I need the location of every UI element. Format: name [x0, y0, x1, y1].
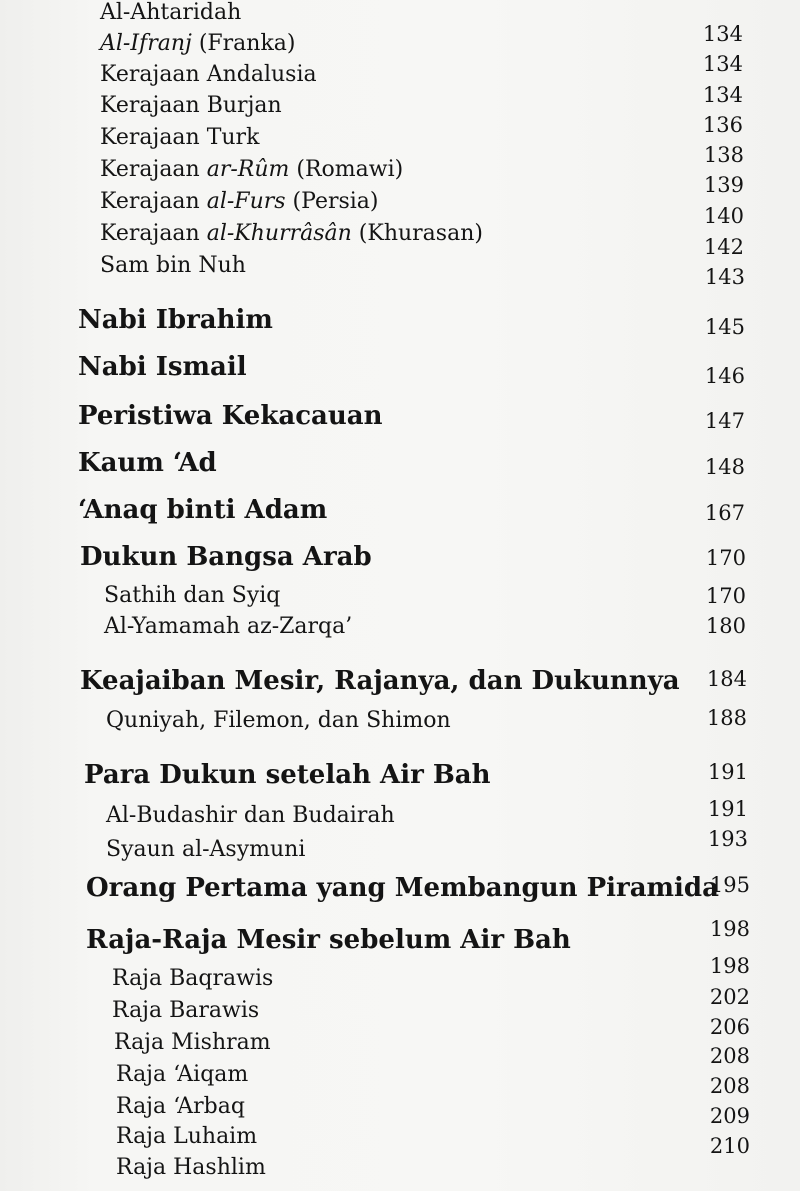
toc-entry-kerajaan-turk: Kerajaan Turk — [100, 125, 260, 150]
toc-entry-kerajaan-al-khurrasan: Kerajaan al-Khurrâsân (Khurasan) — [100, 221, 483, 246]
page-number: 198 — [709, 954, 750, 978]
page-number: 202 — [709, 985, 750, 1009]
page-number: 140 — [703, 204, 744, 228]
toc-entry-al-yamamah: Al-Yamamah az-Zarqa’ — [104, 614, 353, 639]
page-number: 195 — [709, 873, 750, 897]
toc-heading-kaum-ad: Kaum ‘Ad — [78, 448, 217, 478]
page-number: 210 — [709, 1134, 750, 1158]
toc-entry-kerajaan-al-furs: Kerajaan al-Furs (Persia) — [100, 189, 379, 214]
page-number: 136 — [702, 113, 743, 137]
page-number: 188 — [706, 706, 747, 730]
toc-heading-peristiwa-kekacauan: Peristiwa Kekacauan — [78, 401, 383, 431]
page-number: 191 — [707, 797, 748, 821]
toc-entry-kerajaan-ar-rum: Kerajaan ar-Rûm (Romawi) — [100, 157, 404, 182]
toc-entry-al-ifranj: Al-Ifranj (Franka) — [100, 31, 296, 56]
toc-heading-raja-raja-mesir: Raja-Raja Mesir sebelum Air Bah — [86, 925, 571, 955]
toc-entry-raja-barawis: Raja Barawis — [112, 998, 260, 1023]
toc-entry-kerajaan-andalusia: Kerajaan Andalusia — [100, 62, 317, 87]
page-number: 170 — [705, 584, 746, 608]
page-number: 193 — [707, 827, 748, 851]
toc-entry-sam-bin-nuh: Sam bin Nuh — [100, 253, 246, 278]
toc-entry-raja-hashlim: Raja Hashlim — [116, 1155, 266, 1180]
page-number: 184 — [706, 667, 747, 691]
page-number: 142 — [703, 235, 744, 259]
toc-entry-raja-arbaq: Raja ‘Arbaq — [116, 1094, 245, 1119]
page-number: 147 — [704, 409, 745, 433]
toc-entry-kerajaan-burjan: Kerajaan Burjan — [100, 93, 282, 118]
page-number: 208 — [709, 1044, 750, 1068]
page-number: 134 — [702, 83, 743, 107]
toc-entry-raja-aiqam: Raja ‘Aiqam — [116, 1062, 249, 1087]
page-number: 191 — [707, 760, 748, 784]
toc-entry-syaun: Syaun al-Asymuni — [106, 837, 306, 862]
page-number: 143 — [704, 265, 745, 289]
toc-heading-anaq-binti-adam: ‘Anaq binti Adam — [78, 495, 328, 525]
page-number: 146 — [704, 364, 745, 388]
page-number: 138 — [703, 143, 744, 167]
toc-entry-raja-mishram: Raja Mishram — [114, 1030, 271, 1055]
toc-entry-raja-luhaim: Raja Luhaim — [116, 1124, 258, 1149]
page-number: 206 — [709, 1015, 750, 1039]
page-number: 209 — [709, 1104, 750, 1128]
toc-entry-al-ahtaridah: Al-Ahtaridah — [100, 0, 242, 25]
page-number: 145 — [704, 315, 745, 339]
toc-entry-sathih-dan-syiq: Sathih dan Syiq — [104, 583, 281, 608]
toc-heading-para-dukun: Para Dukun setelah Air Bah — [84, 760, 491, 790]
page-number: 134 — [702, 22, 743, 46]
toc-heading-dukun-bangsa-arab: Dukun Bangsa Arab — [80, 542, 372, 572]
toc-entry-al-budashir: Al-Budashir dan Budairah — [106, 803, 395, 828]
page-number: 134 — [702, 52, 743, 76]
page-number: 139 — [703, 173, 744, 197]
toc-heading-orang-pertama: Orang Pertama yang Membangun Piramida — [86, 873, 719, 903]
toc-heading-nabi-ibrahim: Nabi Ibrahim — [78, 305, 273, 335]
toc-entry-raja-baqrawis: Raja Baqrawis — [112, 966, 274, 991]
page-number: 167 — [704, 501, 745, 525]
page-number: 208 — [709, 1074, 750, 1098]
toc-heading-keajaiban-mesir: Keajaiban Mesir, Rajanya, dan Dukunnya — [80, 666, 680, 696]
toc-heading-nabi-ismail: Nabi Ismail — [78, 352, 247, 382]
toc-entry-quniyah: Quniyah, Filemon, dan Shimon — [106, 708, 451, 733]
page-number: 170 — [705, 546, 746, 570]
page-number: 198 — [709, 917, 750, 941]
page-number: 148 — [704, 455, 745, 479]
page-number: 180 — [705, 614, 746, 638]
